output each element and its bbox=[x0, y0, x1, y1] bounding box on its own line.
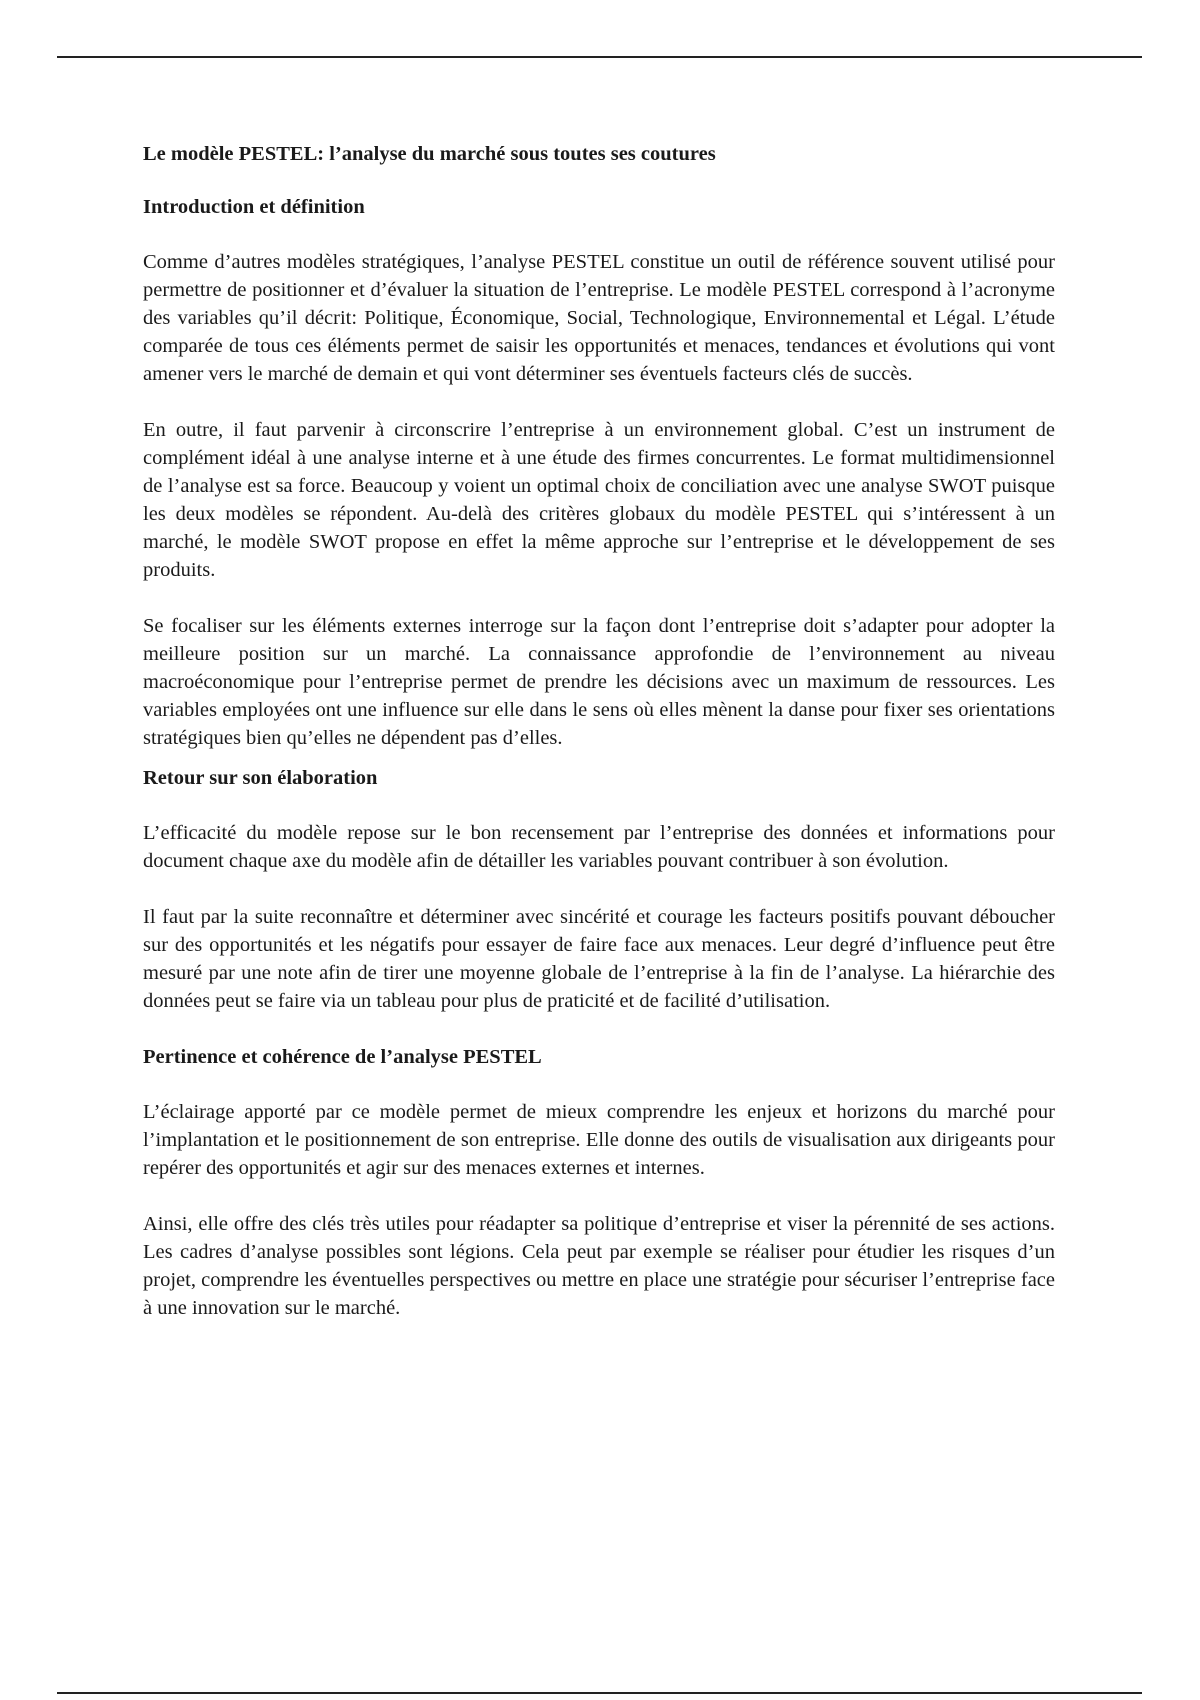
paragraph: L’éclairage apporté par ce modèle permet de mieux comprendre les enjeux et horizons du marché pour l’implantation et le positionnement de son entreprise. Elle donne des outils de visualisation aux dirigeants pour repérer des opportunités et agir sur des menaces externes et internes. bbox=[143, 1101, 1055, 1179]
paragraph: L’efficacité du modèle repose sur le bon recensement par l’entreprise des données et informations pour document chaque axe du modèle afin de détailler les variables pouvant contribuer à son évolution. bbox=[143, 822, 1055, 872]
document-page bbox=[143, 140, 1055, 1322]
header-rule bbox=[57, 56, 1142, 58]
footer-rule bbox=[57, 1692, 1142, 1694]
section-heading-pertinence: Pertinence et cohérence de l’analyse PESTEL bbox=[143, 1046, 542, 1068]
paragraph: En outre, il faut parvenir à circonscrire l’entreprise à un environnement global. C’est un instrument de complément idéal à une analyse interne et à une étude des firmes concurrentes. Le format multidimensionnel de l’analyse est sa force. Beaucoup y voient un optimal choix de conciliation avec une analyse SWOT puisque les deux modèles se répondent. Au-delà des critères globaux du modèle PESTEL qui s’intéressent à un marché, le modèle SWOT propose en effet la même approche sur l’entreprise et le développement de ses produits. bbox=[143, 419, 1055, 581]
section-heading-introduction: Introduction et définition bbox=[143, 196, 365, 218]
paragraph: Il faut par la suite reconnaître et déterminer avec sincérité et courage les facteurs positifs pouvant déboucher sur des opportunités et les négatifs pour essayer de faire face aux menaces. Leur degré d’influence peut être mesuré par une note afin de tirer une moyenne globale de l’entreprise à la fin de l’analyse. La hiérarchie des données peut se faire via un tableau pour plus de praticité et de facilité d’utilisation. bbox=[143, 906, 1055, 1012]
paragraph: Se focaliser sur les éléments externes interroge sur la façon dont l’entreprise doit s’adapter pour adopter la meilleure position sur un marché. La connaissance approfondie de l’environnement au niveau macroéconomique pour l’entreprise permet de prendre les décisions avec un maximum de ressources. Les variables employées ont une influence sur elle dans le sens où elles mènent la danse pour fixer ses orientations stratégiques bien qu’elles ne dépendent pas d’elles. bbox=[143, 615, 1055, 749]
paragraph: Comme d’autres modèles stratégiques, l’analyse PESTEL constitue un outil de référence souvent utilisé pour permettre de positionner et d’évaluer la situation de l’entreprise. Le modèle PESTEL correspond à l’acronyme des variables qu’il décrit: Politique, Économique, Social, Technologique, Environnemental et Légal. L’étude comparée de tous ces éléments permet de saisir les opportunités et menaces, tendances et évolutions qui vont amener vers le marché de demain et qui vont déterminer ses éventuels facteurs clés de succès. bbox=[143, 251, 1055, 385]
paragraph: Ainsi, elle offre des clés très utiles pour réadapter sa politique d’entreprise et viser la pérennité de ses actions. Les cadres d’analyse possibles sont légions. Cela peut par exemple se réaliser pour étudier les risques d’un projet, comprendre les éventuelles perspectives ou mettre en place une stratégie pour sécuriser l’entreprise face à une innovation sur le marché. bbox=[143, 1213, 1055, 1319]
document-title: Le modèle PESTEL: l’analyse du marché sous toutes ses coutures bbox=[143, 143, 716, 165]
section-heading-elaboration: Retour sur son élaboration bbox=[143, 767, 378, 789]
